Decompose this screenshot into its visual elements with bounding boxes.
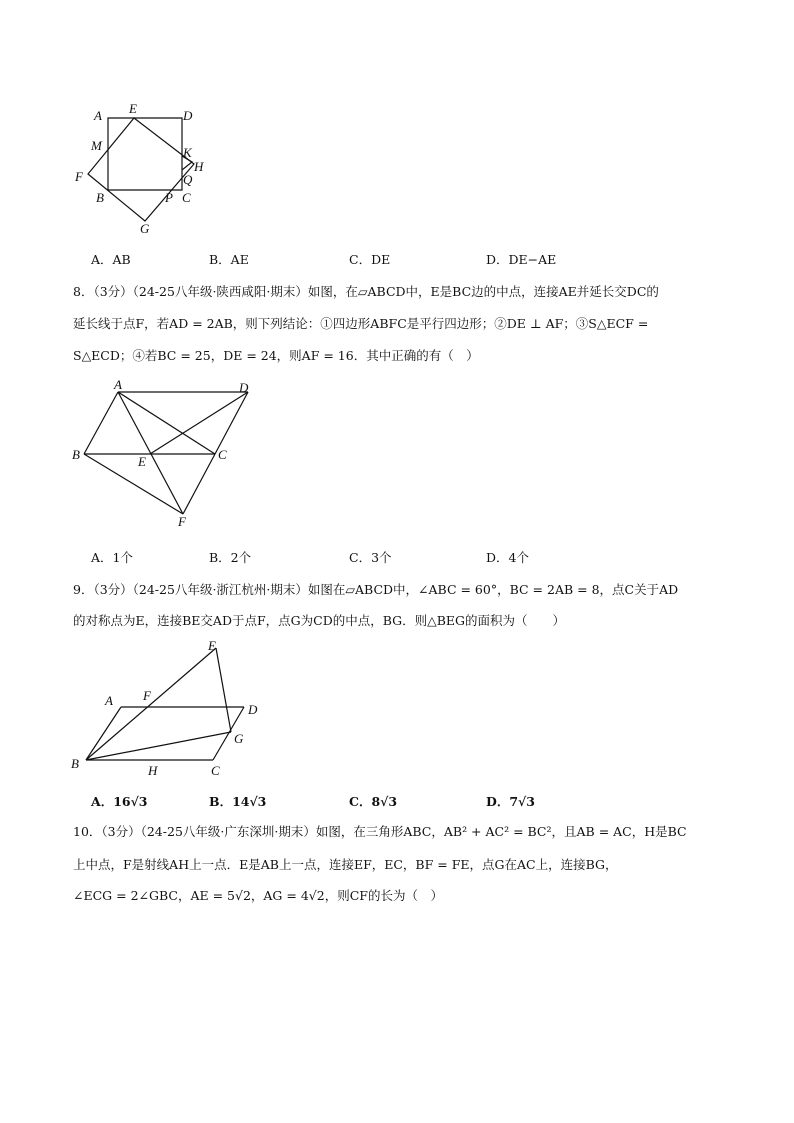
q8-label-d: D <box>239 380 249 395</box>
q10-line-2: 上中点，F是射线AH上一点．E是AB上一点，连接EF，EC，BF = FE，点G在AC上，连接BG， <box>73 857 618 872</box>
q7-label-e: E <box>129 101 137 116</box>
q9-label-c: C <box>211 763 220 778</box>
q7-label-k: K <box>183 145 192 160</box>
q7-label-a: A <box>94 108 102 123</box>
q8-option-c[interactable]: C．3个 <box>349 550 392 565</box>
q9-label-g: G <box>234 731 244 746</box>
q10-line-1: 10．（3分）（24-25八年级·广东深圳·期末）如图，在三角形ABC，AB² + AC² = BC²，且AB = AC，H是BC <box>73 824 687 839</box>
q9-line-1: 9．（3分）（24-25八年级·浙江杭州·期末）如图在▱ABCD中，∠ABC = 60°，BC = 2AB = 8，点C关于AD <box>73 582 679 597</box>
q8-label-f: F <box>178 514 186 529</box>
q8-figure <box>68 376 268 536</box>
q7-label-h: H <box>194 159 204 174</box>
q7-option-d[interactable]: D．DE−AE <box>486 252 557 267</box>
q8-options <box>91 548 691 568</box>
q7-label-c: C <box>182 190 191 205</box>
q7-label-m: M <box>91 138 102 153</box>
q7-label-b: B <box>96 190 104 205</box>
q8-line-2: 延长线于点F，若AD = 2AB，则下列结论：①四边形ABFC是平行四边形；②DE ⊥ AF；③S△ECF = <box>73 316 649 331</box>
q9-line-2: 的对称点为E，连接BE交AD于点F，点G为CD的中点，BG．则△BEG的面积为（ ） <box>73 613 566 628</box>
q9-figure <box>66 632 276 787</box>
q8-label-e: E <box>138 454 146 469</box>
q8-line-1: 8．（3分）（24-25八年级·陕西咸阳·期末）如图，在▱ABCD中，E是BC边的中点，连接AE并延长交DC的 <box>73 284 659 299</box>
q10-line-3: ∠ECG = 2∠GBC，AE = 5√2，AG = 4√2，则CF的长为（ ） <box>73 888 443 903</box>
q9-label-e: E <box>208 638 216 653</box>
q7-option-b[interactable]: B．AE <box>209 252 249 267</box>
q9-options <box>91 792 691 812</box>
q9-label-a: A <box>105 693 113 708</box>
q9-option-d[interactable]: D．7√3 <box>486 794 535 809</box>
q7-label-g: G <box>140 221 150 236</box>
q8-line-3: S△ECD；④若BC = 25，DE = 24，则AF = 16．其中正确的有（ ） <box>73 348 479 363</box>
q8-option-b[interactable]: B．2个 <box>209 550 252 565</box>
q7-option-a[interactable]: A．AB <box>91 252 131 267</box>
q8-label-c: C <box>218 447 227 462</box>
q7-label-p: P <box>165 190 173 205</box>
q7-options <box>91 250 691 270</box>
q9-label-d: D <box>248 702 258 717</box>
q9-option-a[interactable]: A．16√3 <box>91 794 148 809</box>
q7-label-f: F <box>75 169 83 184</box>
q9-label-b: B <box>71 756 79 771</box>
q9-label-f: F <box>143 688 151 703</box>
q8-label-a: A <box>114 377 122 392</box>
q7-option-c[interactable]: C．DE <box>349 252 391 267</box>
q7-square-efgh <box>88 118 194 221</box>
q7-figure <box>70 98 220 238</box>
q7-label-q: Q <box>183 172 193 187</box>
q9-option-b[interactable]: B．14√3 <box>209 794 267 809</box>
q8-label-b: B <box>72 447 80 462</box>
q8-option-d[interactable]: D．4个 <box>486 550 529 565</box>
q9-option-c[interactable]: C．8√3 <box>349 794 398 809</box>
q7-square-abcd <box>108 118 182 190</box>
q9-label-h: H <box>148 763 158 778</box>
q8-option-a[interactable]: A．1个 <box>91 550 133 565</box>
q7-label-d: D <box>183 108 193 123</box>
